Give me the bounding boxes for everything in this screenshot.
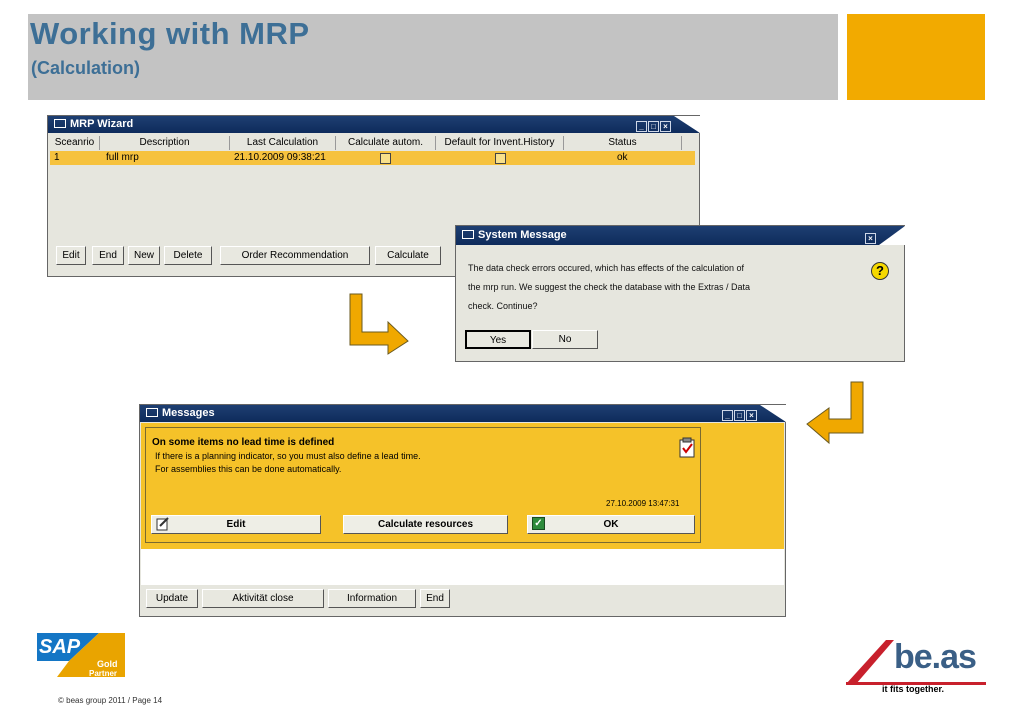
window-icon bbox=[462, 230, 474, 239]
close-icon[interactable]: × bbox=[746, 410, 757, 421]
update-button[interactable] bbox=[146, 589, 198, 608]
edit-note-icon bbox=[156, 517, 170, 531]
row-status: ok bbox=[617, 152, 628, 163]
messages-window bbox=[139, 404, 786, 617]
minimize-icon[interactable]: _ bbox=[722, 410, 733, 421]
table-row[interactable] bbox=[50, 151, 695, 165]
col-header-description[interactable]: Description bbox=[100, 136, 230, 150]
end-button[interactable] bbox=[92, 246, 124, 265]
close-icon[interactable]: × bbox=[660, 121, 671, 132]
message-edit-button[interactable] bbox=[151, 515, 321, 534]
maximize-icon[interactable]: □ bbox=[734, 410, 745, 421]
calculate-button-label: Calculate bbox=[387, 250, 429, 261]
titlebar-corner bbox=[879, 226, 905, 245]
messages-end-label: End bbox=[426, 593, 444, 604]
order-recommendation-label: Order Recommendation bbox=[241, 250, 349, 261]
beas-tagline: it fits together. bbox=[882, 684, 945, 694]
system-message-dialog bbox=[455, 225, 905, 362]
window-icon bbox=[54, 119, 66, 128]
arrow-down-left-icon bbox=[805, 380, 867, 448]
beas-brand: be.as bbox=[894, 638, 976, 676]
no-button-label: No bbox=[558, 334, 572, 345]
system-message-title: System Message bbox=[478, 229, 567, 241]
yes-button[interactable] bbox=[465, 330, 531, 349]
information-button-label: Information bbox=[346, 593, 398, 604]
row-description: full mrp bbox=[106, 152, 139, 163]
beas-logo bbox=[842, 632, 988, 694]
calculate-resources-button[interactable] bbox=[343, 515, 508, 534]
information-button[interactable] bbox=[328, 589, 416, 608]
minimize-icon[interactable]: _ bbox=[636, 121, 647, 132]
sap-gold-partner-logo bbox=[37, 633, 127, 685]
order-recommendation-button[interactable] bbox=[220, 246, 370, 265]
close-icon[interactable]: × bbox=[865, 233, 876, 244]
ok-button-label: OK bbox=[603, 519, 619, 530]
message-line-2: For assemblies this can be done automatically. bbox=[155, 464, 342, 474]
update-button-label: Update bbox=[155, 593, 189, 604]
mrp-wizard-title: MRP Wizard bbox=[70, 118, 134, 130]
slide-subtitle: (Calculation) bbox=[31, 58, 141, 78]
window-controls bbox=[635, 118, 671, 135]
maximize-icon[interactable]: □ bbox=[648, 121, 659, 132]
system-message-titlebar[interactable] bbox=[456, 226, 904, 245]
titlebar-corner bbox=[674, 116, 700, 133]
check-icon: ✓ bbox=[532, 517, 545, 530]
clipboard-check-icon bbox=[677, 437, 697, 459]
window-controls bbox=[721, 407, 757, 424]
message-edit-label: Edit bbox=[226, 519, 246, 530]
col-header-default-invent-history[interactable]: Default for Invent.History bbox=[436, 136, 564, 150]
aktivitaet-close-button[interactable] bbox=[202, 589, 324, 608]
row-default-invent-history-checkbox[interactable] bbox=[495, 153, 506, 164]
messages-list-area[interactable] bbox=[141, 549, 784, 585]
message-timestamp: 27.10.2009 13:47:31 bbox=[606, 499, 680, 508]
message-heading: On some items no lead time is defined bbox=[152, 437, 335, 448]
col-header-scenario[interactable]: Sceanrio bbox=[50, 136, 100, 150]
message-line-1: If there is a planning indicator, so you must also define a lead time. bbox=[155, 451, 421, 461]
question-icon: ? bbox=[871, 262, 889, 280]
messages-title: Messages bbox=[162, 407, 215, 419]
mrp-wizard-titlebar[interactable] bbox=[48, 116, 699, 133]
row-last-calculation: 21.10.2009 09:38:21 bbox=[234, 152, 326, 163]
no-button[interactable] bbox=[532, 330, 598, 349]
messages-end-button[interactable] bbox=[420, 589, 450, 608]
yes-button-label: Yes bbox=[489, 335, 507, 346]
new-button-label: New bbox=[133, 250, 154, 261]
calculate-button[interactable] bbox=[375, 246, 441, 265]
edit-button-label: Edit bbox=[62, 250, 80, 261]
sap-brand: SAP bbox=[39, 636, 81, 658]
col-header-status[interactable]: Status bbox=[564, 136, 682, 150]
new-button[interactable] bbox=[128, 246, 160, 265]
sap-badge-partner: Partner bbox=[89, 669, 118, 678]
message-line-3: check. Continue? bbox=[468, 301, 538, 311]
accent-block bbox=[847, 14, 985, 100]
delete-button[interactable] bbox=[164, 246, 212, 265]
window-controls bbox=[864, 229, 876, 248]
slide-title: Working with MRP bbox=[30, 16, 310, 51]
col-header-calculate-autom[interactable]: Calculate autom. bbox=[336, 136, 436, 150]
arrow-down-right-icon bbox=[346, 292, 412, 356]
col-header-last-calculation[interactable]: Last Calculation bbox=[230, 136, 336, 150]
delete-button-label: Delete bbox=[173, 250, 203, 261]
message-line-2: the mrp run. We suggest the check the database with the Extras / Data bbox=[468, 282, 750, 292]
sap-badge-gold: Gold bbox=[97, 659, 118, 669]
footer-copyright: © beas group 2011 / Page 14 bbox=[58, 696, 163, 705]
messages-titlebar[interactable] bbox=[140, 405, 785, 422]
window-icon bbox=[146, 408, 158, 417]
end-button-label: End bbox=[99, 250, 117, 261]
message-line-1: The data check errors occured, which has effects of the calculation of bbox=[468, 263, 744, 273]
calculate-resources-label: Calculate resources bbox=[377, 519, 474, 530]
aktivitaet-close-label: Aktivität close bbox=[232, 593, 294, 604]
row-calculate-autom-checkbox[interactable] bbox=[380, 153, 391, 164]
edit-button[interactable] bbox=[56, 246, 86, 265]
titlebar-corner bbox=[760, 405, 786, 422]
row-scenario: 1 bbox=[54, 152, 60, 163]
ok-button[interactable] bbox=[527, 515, 695, 534]
